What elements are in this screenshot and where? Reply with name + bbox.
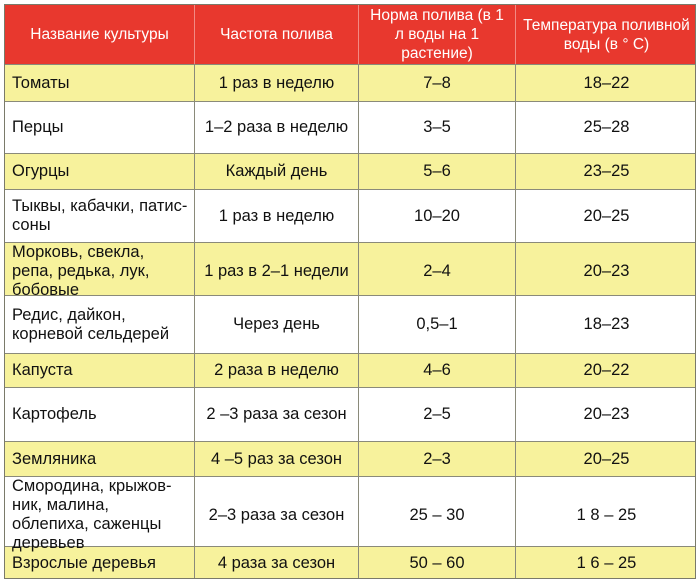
watering-table [4, 4, 696, 579]
cell-crop-name: Перцы [5, 102, 195, 153]
cell-water-norm: 50 – 60 [359, 547, 516, 579]
table-row [5, 65, 695, 102]
cell-water-temperature: 20–25 [583, 206, 630, 225]
table-row [5, 296, 695, 354]
cell-water-temperature: 20–25 [583, 449, 630, 468]
cell-frequency: 1 раз в неделю [195, 190, 359, 242]
cell-frequency: 1 раз в неделю [195, 65, 359, 101]
header-crop-name: Название культуры [5, 5, 195, 64]
cell-frequency: 4 раза за сезон [195, 547, 359, 579]
cell-water-temperature: 18–23 [583, 315, 630, 333]
cell-frequency: 2 –3 раза за сезон [195, 388, 359, 441]
cell-water-temperature: 20–23 [583, 405, 630, 423]
table-row [5, 547, 695, 579]
table-row [5, 190, 695, 243]
cell-water-norm: 3–5 [359, 102, 516, 153]
cell-water-norm: 0,5–1 [359, 296, 516, 353]
cell-water-norm: 4–6 [359, 354, 516, 387]
cell-water-norm: 2–3 [359, 442, 516, 476]
cell-crop-name: Капуста [5, 354, 195, 387]
cell-frequency: 4 –5 раз за сезон [195, 442, 359, 476]
cell-water-temperature: 23–25 [583, 162, 630, 180]
cell-frequency: 2 раза в неделю [195, 354, 359, 387]
cell-water-norm: 2–4 [359, 243, 516, 300]
cell-water-norm: 7–8 [359, 65, 516, 101]
cell-water-temperature: 20–23 [583, 262, 630, 280]
table-row [5, 102, 695, 154]
table-row [5, 154, 695, 190]
table-row [5, 243, 695, 299]
table-row [5, 442, 695, 477]
cell-water-norm: 2–5 [359, 388, 516, 441]
cell-water-temperature: 25–28 [583, 118, 630, 136]
cell-water-temperature: 1 8 – 25 [576, 505, 637, 524]
cell-crop-name: Морковь, свекла, репа, редька, лук, бобовые [5, 243, 195, 300]
cell-crop-name: Томаты [5, 65, 195, 101]
header-water-temperature: Температура поливной воды (в ° С) [523, 16, 690, 53]
header-frequency: Частота полива [195, 5, 359, 64]
cell-crop-name: Смородина, крыжов-ник, малина, облепиха, саженцы деревьев [5, 477, 195, 553]
cell-frequency: 2–3 раза за сезон [195, 477, 359, 553]
cell-crop-name: Тыквы, кабачки, патис-соны [5, 190, 195, 242]
cell-water-temperature: 18–22 [583, 73, 630, 92]
table-row [5, 477, 695, 552]
cell-water-temperature: 20–22 [583, 361, 630, 379]
cell-crop-name: Взрослые деревья [5, 547, 195, 579]
cell-water-norm: 25 – 30 [359, 477, 516, 553]
cell-crop-name: Земляника [5, 442, 195, 476]
cell-crop-name: Огурцы [5, 154, 195, 189]
cell-crop-name: Редис, дайкон, корневой сельдерей [5, 296, 195, 353]
table-row [5, 354, 695, 388]
cell-water-norm: 5–6 [359, 154, 516, 189]
cell-crop-name: Картофель [5, 388, 195, 441]
cell-frequency: Через день [195, 296, 359, 353]
cell-frequency: 1 раз в 2–1 недели [195, 243, 359, 300]
cell-water-norm: 10–20 [359, 190, 516, 242]
cell-frequency: 1–2 раза в неделю [195, 102, 359, 153]
table-header [5, 5, 695, 65]
cell-water-temperature: 1 6 – 25 [576, 554, 637, 572]
header-water-norm: Норма полива (в 1 л воды на 1 растение) [359, 5, 516, 64]
cell-frequency: Каждый день [195, 154, 359, 189]
table-row [5, 388, 695, 442]
